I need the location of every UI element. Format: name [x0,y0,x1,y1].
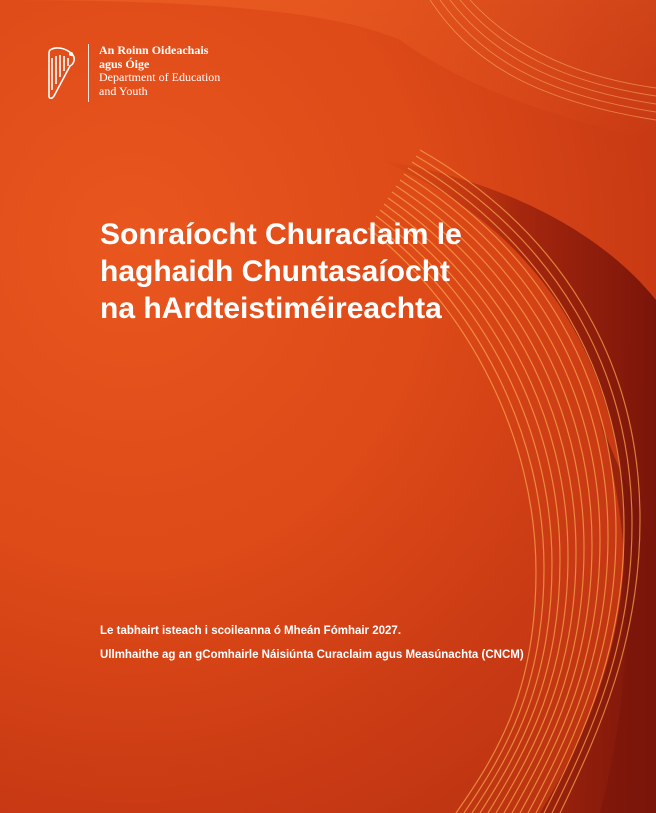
title-line: haghaidh Chuntasaíocht [100,255,451,288]
logo-divider [88,44,89,102]
cover-footer [100,624,580,672]
introduction-date-note: Le tabhairt isteach i scoileanna ó Mheán Fómhair 2027. [100,625,402,637]
title-line: Sonraíocht Churaclaim le [100,218,462,251]
department-name [99,44,220,98]
department-name-english-line1: Department of Education [99,70,221,84]
department-name-irish-line1: An Roinn Oideachais [99,43,209,57]
department-name-english-line2: and Youth [99,83,148,98]
title-line: na hArdteistiméireachta [100,292,442,325]
prepared-by-note: Ullmhaithe ag an gComhairle Náisiúnta Curaclaim agus Measúnachta (CNCM) [100,649,524,661]
department-logo [44,44,220,102]
harp-icon [44,44,78,102]
department-name-irish-line2: agus Óige [99,56,150,71]
document-title [100,216,540,327]
